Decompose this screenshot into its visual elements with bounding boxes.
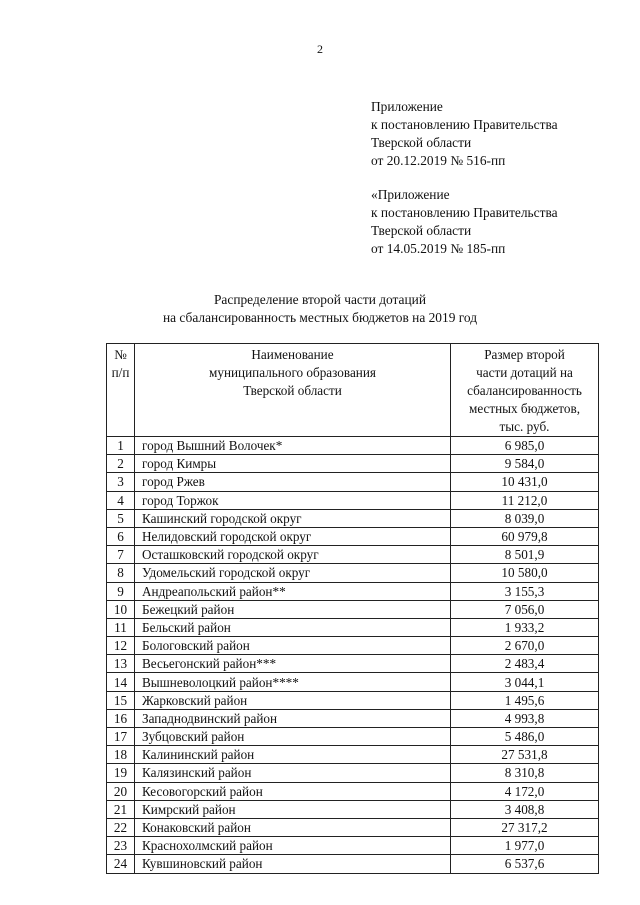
row-number-cell: 4 [107, 491, 135, 509]
header-text: Размер второй [484, 347, 565, 362]
table-row [107, 764, 599, 782]
municipality-name-cell: Андреапольский район** [135, 582, 451, 600]
appendix-original-line: Тверской области [371, 223, 472, 238]
municipality-name-cell: Конаковский район [135, 818, 451, 836]
amount-cell: 1 933,2 [451, 618, 599, 636]
amount-cell: 10 431,0 [451, 473, 599, 491]
row-number-cell: 15 [107, 691, 135, 709]
table-row [107, 582, 599, 600]
header-text: Тверской области [243, 383, 342, 398]
amount-cell: 2 670,0 [451, 637, 599, 655]
title-line: на сбалансированность местных бюджетов на 2019 год [162, 310, 478, 325]
table-header-row [107, 344, 599, 437]
row-number-cell: 9 [107, 582, 135, 600]
table-row [107, 709, 599, 727]
table-row [107, 746, 599, 764]
municipality-name-cell: город Торжок [135, 491, 451, 509]
appendix-current-line: к постановлению Правительства [371, 117, 558, 132]
appendix-current-line: Приложение [371, 99, 443, 114]
table-row [107, 527, 599, 545]
table-row [107, 564, 599, 582]
table-row [107, 618, 599, 636]
municipality-name-cell: Зубцовский район [135, 728, 451, 746]
municipality-name-cell: Бежецкий район [135, 600, 451, 618]
header-text: тыс. руб. [499, 419, 550, 434]
table-row [107, 782, 599, 800]
municipality-name-cell: Нелидовский городской округ [135, 527, 451, 545]
municipality-name-cell: Кувшиновский район [135, 855, 451, 873]
municipality-name-cell: Краснохолмский район [135, 837, 451, 855]
amount-cell: 1 495,6 [451, 691, 599, 709]
municipality-name-cell: Весьегонский район*** [135, 655, 451, 673]
row-number-cell: 10 [107, 600, 135, 618]
municipality-name-cell: Калязинский район [135, 764, 451, 782]
row-number-cell: 5 [107, 509, 135, 527]
amount-cell: 2 483,4 [451, 655, 599, 673]
row-number-cell: 19 [107, 764, 135, 782]
municipality-name-cell: Кесовогорский район [135, 782, 451, 800]
header-text: Наименование [251, 347, 334, 362]
table-row [107, 855, 599, 873]
row-number-cell: 20 [107, 782, 135, 800]
appendix-current-line: Тверской области [371, 135, 472, 150]
municipality-name-cell: Кашинский городской округ [135, 509, 451, 527]
municipality-name-cell: Осташковский городской округ [135, 546, 451, 564]
row-number-cell: 13 [107, 655, 135, 673]
column-header-amount [451, 344, 599, 437]
table-row [107, 837, 599, 855]
amount-cell: 4 993,8 [451, 709, 599, 727]
amount-cell: 9 584,0 [451, 455, 599, 473]
row-number-cell: 2 [107, 455, 135, 473]
amount-cell: 3 155,3 [451, 582, 599, 600]
row-number-cell: 23 [107, 837, 135, 855]
amount-cell: 7 056,0 [451, 600, 599, 618]
table-row [107, 728, 599, 746]
amount-cell: 10 580,0 [451, 564, 599, 582]
row-number-cell: 11 [107, 618, 135, 636]
column-header-name [135, 344, 451, 437]
amount-cell: 60 979,8 [451, 527, 599, 545]
municipality-name-cell: город Вышний Волочек* [135, 437, 451, 455]
row-number-cell: 16 [107, 709, 135, 727]
appendix-original-line: от 14.05.2019 № 185-пп [371, 241, 506, 256]
row-number-cell: 12 [107, 637, 135, 655]
municipality-name-cell: Вышневолоцкий район**** [135, 673, 451, 691]
municipality-name-cell: город Ржев [135, 473, 451, 491]
table-row [107, 473, 599, 491]
row-number-cell: 17 [107, 728, 135, 746]
amount-cell: 8 310,8 [451, 764, 599, 782]
amount-cell: 6 537,6 [451, 855, 599, 873]
table-row [107, 673, 599, 691]
table-row [107, 691, 599, 709]
row-number-cell: 3 [107, 473, 135, 491]
row-number-cell: 14 [107, 673, 135, 691]
row-number-cell: 22 [107, 818, 135, 836]
appendix-original-line: «Приложение [371, 187, 450, 202]
amount-cell: 8 501,9 [451, 546, 599, 564]
appendix-header-current [371, 98, 558, 170]
header-text: п/п [111, 365, 130, 380]
appendix-current-line: от 20.12.2019 № 516-пп [371, 153, 506, 168]
table-row [107, 509, 599, 527]
header-text: сбалансированность [467, 383, 582, 398]
table-row [107, 637, 599, 655]
table-row [107, 818, 599, 836]
table-row [107, 437, 599, 455]
amount-cell: 8 039,0 [451, 509, 599, 527]
header-text: части дотаций на [476, 365, 573, 380]
amount-cell: 27 531,8 [451, 746, 599, 764]
municipality-name-cell: город Кимры [135, 455, 451, 473]
row-number-cell: 7 [107, 546, 135, 564]
row-number-cell: 21 [107, 800, 135, 818]
row-number-cell: 6 [107, 527, 135, 545]
row-number-cell: 8 [107, 564, 135, 582]
subsidy-distribution-table [106, 343, 599, 874]
document-title [0, 291, 640, 327]
municipality-name-cell: Бологовский район [135, 637, 451, 655]
amount-cell: 1 977,0 [451, 837, 599, 855]
column-header-number [107, 344, 135, 437]
row-number-cell: 18 [107, 746, 135, 764]
table-row [107, 491, 599, 509]
table-row [107, 800, 599, 818]
municipality-name-cell: Бельский район [135, 618, 451, 636]
municipality-name-cell: Кимрский район [135, 800, 451, 818]
table-row [107, 655, 599, 673]
municipality-name-cell: Калининский район [135, 746, 451, 764]
municipality-name-cell: Удомельский городской округ [135, 564, 451, 582]
amount-cell: 27 317,2 [451, 818, 599, 836]
amount-cell: 11 212,0 [451, 491, 599, 509]
page-number: 2 [317, 42, 323, 56]
row-number-cell: 24 [107, 855, 135, 873]
table-row [107, 546, 599, 564]
table-row [107, 455, 599, 473]
appendix-header-original [371, 186, 558, 258]
amount-cell: 6 985,0 [451, 437, 599, 455]
title-line: Распределение второй части дотаций [213, 292, 426, 307]
row-number-cell: 1 [107, 437, 135, 455]
table-row [107, 600, 599, 618]
header-text: № [114, 347, 127, 362]
amount-cell: 4 172,0 [451, 782, 599, 800]
municipality-name-cell: Жарковский район [135, 691, 451, 709]
header-text: местных бюджетов, [468, 401, 581, 416]
amount-cell: 3 408,8 [451, 800, 599, 818]
appendix-original-line: к постановлению Правительства [371, 205, 558, 220]
header-text: муниципального образования [209, 365, 376, 380]
municipality-name-cell: Западнодвинский район [135, 709, 451, 727]
amount-cell: 3 044,1 [451, 673, 599, 691]
amount-cell: 5 486,0 [451, 728, 599, 746]
